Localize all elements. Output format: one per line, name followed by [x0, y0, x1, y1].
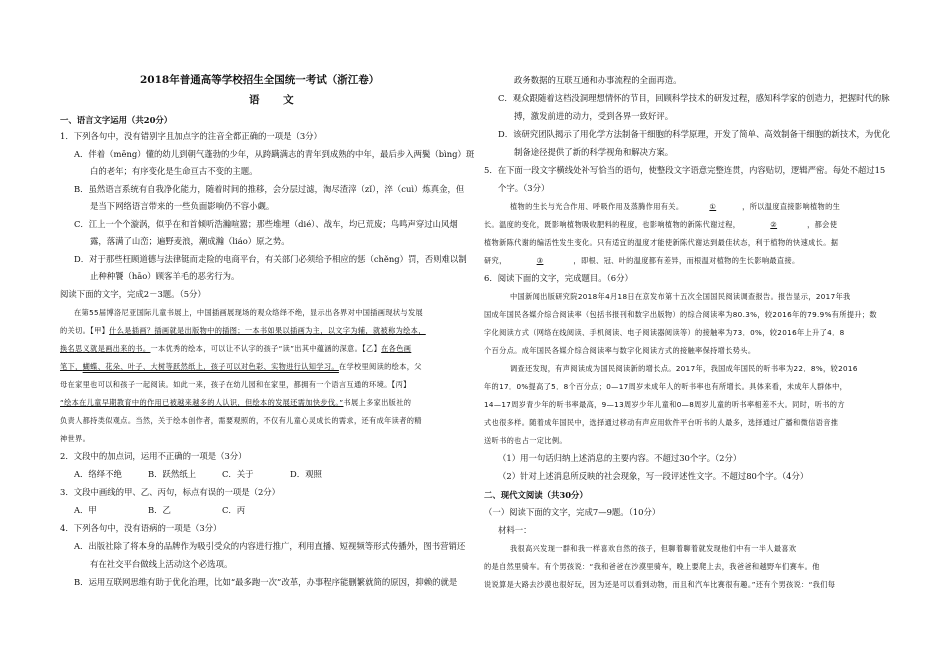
q1-option-a-cont: 白的老年；有序变化是生命亘古不变的主题。: [90, 166, 258, 176]
q5-passage-line: 长。温度的变化，既影响植物吸收肥料的程度，也影响植物的新陈代谢过程， ② ，都会使: [484, 220, 838, 229]
q4-option-b-cont: 政务数据的互联互通和办事流程的全面再造。: [514, 75, 682, 85]
blank-3: ③: [536, 256, 544, 265]
passage-line: “绘本在儿童早期教育中的作用已被越来越多的人认识，但绘本的发展还需加快步伐。”书展上多家出版社的: [60, 398, 412, 407]
q3-option-c: C．丙: [222, 505, 246, 515]
passage-line: 负责人都持类似观点。当然，关于绘本创作者，需要观照的，不仅有儿童心灵成长的需求，还有成年读者的精: [60, 416, 422, 425]
q2-option-a: A．络绎不绝: [74, 469, 122, 479]
q6-passage-line: 14—17周岁青少年的听书率最高，9—13周岁少年儿童和0—8周岁儿童的听书率相差不大。同时，听书的方: [484, 400, 845, 409]
material-label: 材料一：: [498, 525, 532, 535]
q4-option-c-cont: 搏，激发前进的动力，受到各界一致好评。: [514, 111, 674, 121]
q6-passage-line: 送听书的也占一定比例。: [484, 436, 567, 445]
question-2-stem: 2．文段中的加点词，运用不正确的一项是（3分）: [60, 451, 247, 461]
question-5-stem: 5．在下面一段文字横线处补写恰当的语句，使整段文字语意完整连贯，内容贴切，逻辑严密。每处不超过15: [484, 165, 886, 175]
q6-subquestion-1: （1）用一句话归纳上述消息的主要内容。不超过30个字。（2分）: [498, 453, 742, 463]
question-1-stem: 1．下列各句中，没有错别字且加点字的注音全都正确的一项是（3分）: [60, 131, 322, 141]
q6-passage-line: 个百分点。成年国民各媒介综合阅读率与数字化阅读方式的接触率保持增长势头。: [484, 346, 756, 355]
q4-option-c: C．观众跟随着这档没洞理想情怀的节目，回顾科学技术的研发过程，感知科学家的创造力，把握时代的脉: [498, 93, 890, 103]
q1-option-a: A．伴着（mēng）懂的幼儿到朝气蓬勃的少年，从跨蹒满志的青年到成熟的中年，最后步入两鬓（bìng）斑: [74, 149, 475, 159]
q1-option-d: D．对于那些枉顾道德与法律铤而走险的电商平台，有关部门必须给予相应的惩（chěng）罚，否则难以制: [74, 254, 467, 264]
q2-option-b: B．跃然纸上: [148, 469, 197, 479]
exam-title: 2018年普通高等学校招生全国统一考试（浙江卷）: [140, 74, 380, 86]
q6-passage-line: 年的17．0%提高了5．8个百分点；0—17周岁未成年人的听书率也有所增长。具体来看，未成年人群体中，: [484, 382, 848, 391]
q6-passage-line: 中国新闻出版研究院2018年4月18日在京发布第十五次全国国民阅读调查报告。报告显示，2017年我: [510, 292, 851, 301]
q1-option-b-cont: 是当下网络语言带来的一些负面影响仍不容小觑。: [90, 201, 275, 211]
q5-passage-line: 植物的生长与光合作用、呼吸作用及蒸腾作用有关。 ① ，所以温度直接影响植物的生: [510, 202, 841, 211]
q3-option-b: B．乙: [148, 505, 171, 515]
q2-option-c: C．关于: [222, 469, 254, 479]
q4-option-a-cont: 有在社交平台做线上活动这个必选项。: [90, 559, 233, 569]
material-line: 说说算是大路去沙漠也很好玩，因为还是可以看到动物，而且和汽车比赛很有趣。”还有个男孩说：“我们每: [484, 580, 836, 589]
q5-passage-line: 研究， ③ ，即根、冠、叶的温度都有差异，而根温对植物的生长影响最直接。: [484, 256, 800, 265]
section-heading: 二、现代文阅读（共30分）: [484, 490, 588, 500]
q6-passage-line: 式也很多样。随着成年国民中，选择通过移动有声应用软件平台听书的人最多，选择通过广播和微信语音推: [484, 418, 839, 427]
q1-option-c-cont: 露，落满了山峦；遍野麦浪，潮成瀚（liáo）原之势。: [90, 236, 290, 246]
passage-line: 的关切。【甲】什么是插画？插画就是出版物中的插图；一本书如果以插画为主，以文字为辅，就被称为绘本，: [60, 326, 426, 335]
subject-title: 语 文: [249, 94, 304, 106]
q1-option-c: C．江上一个个漩涡，似乎在和首倾听浩瀚喧嚣；那些堆埋（dié）、战车，均已荒废；鸟鸣声穿过山风烟: [74, 219, 458, 229]
question-5-stem-cont: 个字。（3分）: [498, 183, 550, 193]
q5-passage-line: 植物新陈代谢的编活性发生变化。只有适宜的温度才能使新陈代谢达到最佳状态，利于植物的快速成长。据: [484, 238, 839, 247]
blank-2: ②: [770, 220, 778, 229]
q1-option-d-cont: 止种种饕（hāo）顾客羊毛的恶劣行为。: [90, 271, 240, 281]
subsection-intro: （一）阅读下面的文字，完成7—9题。（10分）: [484, 507, 661, 517]
question-6-stem: 6．阅读下面的文字，完成题目。（6分）: [484, 273, 633, 283]
section-heading: 一、语言文字运用（共20分）: [60, 115, 173, 125]
passage-line: 换名思义就是画出来的书。一本优秀的绘本，可以让不认字的孩子“读”出其中蕴涵的深意。【乙】在各色画: [60, 344, 412, 353]
passage-line: 神世界。: [60, 434, 91, 443]
q3-option-a: A．甲: [74, 505, 97, 515]
passage-line: 笔下，蝴蝶、花朵、叶子、大树等跃然纸上，孩子可以对色彩、实物进行认知学习。在学校里阅读的绘本，父: [60, 362, 422, 371]
question-3-stem: 3．文段中画线的甲、乙、丙句，标点有误的一项是（2分）: [60, 487, 281, 497]
q4-option-b: B．运用互联网思维有助于优化治理，比如“最多跑一次”改革，办事程序能删繁就简的原因，抑赖的就是: [74, 577, 458, 587]
material-line: 我很高兴发现一群和我一样喜欢自然的孩子，但聊着聊着就发现他们中有一半人最喜欢: [510, 544, 797, 553]
q4-option-a: A．出版社除了将本身的品牌作为吸引受众的内容进行推广，利用直播、短视频等形式传播外，图书营销还: [74, 541, 466, 551]
passage-line: 母在家里也可以和孩子一起阅读。如此一来，孩子在幼儿园和在家里，都拥有一个语言互通的环境。【丙】: [60, 380, 411, 389]
q6-passage-line: 国成年国民各媒介综合阅读率（包括书报刊和数字出版物）的综合阅读率为80.3%，较2016年的79.9%有所提升；数: [484, 310, 877, 319]
reading-intro: 阅读下面的文字，完成2－3题。（5分）: [60, 289, 206, 299]
material-line: 的是自然里骑车。有个男孩说：“我和爸爸在沙漠里骑车，晚上要爬上去，我爸爸和越野车们赛车。他: [484, 562, 820, 571]
q6-passage-line: 调查还发现，有声阅读成为国民阅读新的增长点。2017年，我国成年国民的听书率为22．8%，较2016: [510, 364, 858, 373]
q4-option-d: D．该研究团队揭示了用化学方法制备干细胞的科学原理，开发了简单、高效制备干细胞的新技术，为优化: [498, 129, 890, 139]
question-4-stem: 4．下列各句中，没有语病的一项是（3分）: [60, 523, 222, 533]
q4-option-d-cont: 制备途径提供了新的科学视角和解决方案。: [514, 147, 674, 157]
q2-option-d: D．观照: [290, 469, 322, 479]
q1-option-b: B．虽然语言系统有自我净化能力，随着时间的推移，会分层过滤，淘尽渣滓（zǐ），淬（cuì）炼真金，但: [74, 184, 465, 194]
q6-passage-line: 字化阅读方式（网络在线阅读、手机阅读、电子阅读器阅读等）的接触率为73．0%，较2016年上升了4．8: [484, 328, 845, 337]
q6-subquestion-2: （2）针对上述消息所反映的社会现象，写一段评述性文字。不超过80个字。（4分）: [498, 471, 809, 481]
passage-line: 在第55届博洛尼亚国际儿童书展上，中国插画展现场的观众络绎不绝，显示出各界对中国插画现状与发展: [74, 308, 424, 317]
blank-1: ①: [709, 202, 717, 211]
